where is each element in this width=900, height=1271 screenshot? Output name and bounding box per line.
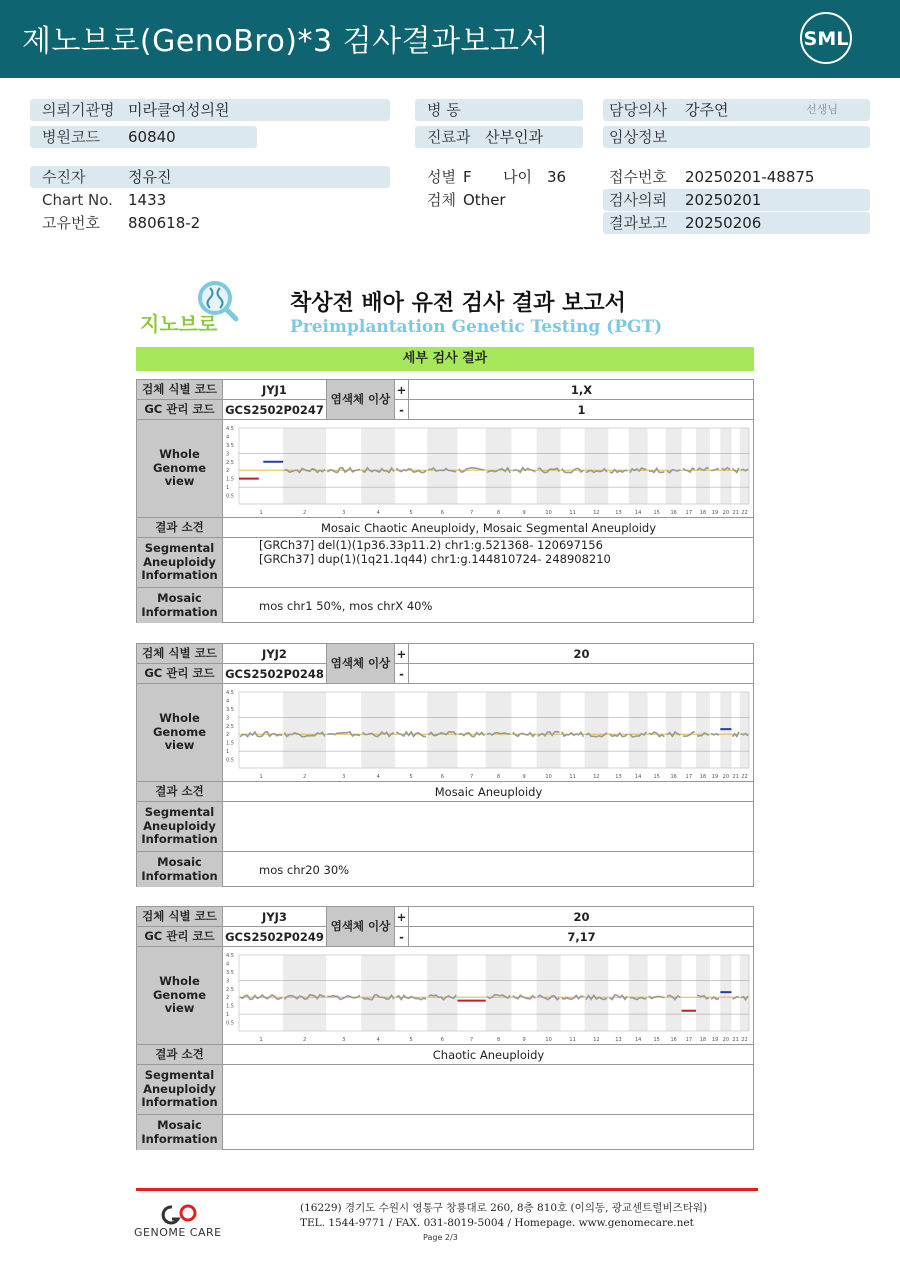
chromosome-band [666,428,682,504]
y-tick-label: 1 [226,1012,230,1019]
y-tick-label: 4 [226,961,230,968]
x-tick-label: 16 [670,1037,677,1043]
svg-text:지노브로: 지노브로 [140,312,218,336]
y-tick-label: 2.5 [226,459,234,466]
y-tick-label: 2.5 [226,986,234,993]
x-tick-label: 8 [497,774,501,780]
x-tick-label: 1 [259,510,263,516]
x-tick-label: 2 [303,510,307,516]
x-tick-label: 21 [732,1037,739,1043]
chromosome-band [740,692,749,768]
x-tick-label: 21 [732,510,739,516]
result-value: Chaotic Aneuploidy [223,1045,754,1065]
chromosome-band [427,955,457,1031]
x-tick-label: 2 [303,1037,307,1043]
x-tick-label: 13 [615,510,622,516]
chromosome-band [696,428,710,504]
sample-block [136,906,754,1150]
chromosome-band [283,692,326,768]
x-tick-label: 13 [615,774,622,780]
x-tick-label: 17 [685,774,693,780]
report-title-ko: 착상전 배아 유전 검사 결과 보고서 [290,291,626,316]
x-tick-label: 13 [615,1037,622,1043]
result-value: Mosaic Aneuploidy [223,782,754,802]
x-tick-label: 16 [670,510,677,516]
plus-sign: + [395,907,409,927]
gc-code-value: GCS2502P0247 [223,400,327,420]
sample-id-label: 검체 식별 코드 [137,907,223,927]
x-tick-label: 20 [722,1037,730,1043]
plus-value: 1,X [409,380,754,400]
x-tick-label: 5 [409,1037,413,1043]
segmental-line: [GRCh37] del(1)(1p36.33p11.2) chr1:g.521368- 120697156 [259,538,603,552]
x-tick-label: 3 [342,1037,346,1043]
x-tick-label: 10 [545,510,552,516]
mosaic-value: mos chr20 30% [259,862,350,877]
whole-genome-label: Whole Genome view [137,947,223,1045]
result-label: 결과 소견 [137,782,223,802]
mosaic-value: mos chr1 50%, mos chrX 40% [259,598,433,613]
field-request-date: 검사의뢰 20250201 [603,189,870,211]
segmental-label: Segmental Aneuploidy Information [137,538,223,588]
x-tick-label: 7 [469,1037,474,1043]
y-tick-label: 1.5 [226,740,234,747]
whole-genome-label: Whole Genome view [137,684,223,782]
chromosome-abnormality-label: 염색체 이상 [327,907,395,947]
y-tick-label: 3 [226,978,230,985]
x-tick-label: 11 [569,774,576,780]
x-tick-label: 17 [685,1037,693,1043]
x-tick-label: 15 [653,1037,660,1043]
chromosome-band [537,692,561,768]
x-tick-label: 12 [593,510,600,516]
segmental-label: Segmental Aneuploidy Information [137,1065,223,1115]
chromosome-band [361,428,395,504]
y-tick-label: 2 [226,468,230,475]
chromosome-band [283,428,326,504]
field-department: 진료과 산부인과 [415,126,583,148]
whole-genome-chart [223,420,754,518]
report-header [0,0,900,78]
y-tick-label: 3 [226,715,230,722]
gc-code-value: GCS2502P0248 [223,664,327,684]
plus-value: 20 [409,907,754,927]
x-tick-label: 4 [376,774,380,780]
plus-value: 20 [409,644,754,664]
sml-logo: SML [800,12,852,64]
sample-id-value: JYJ2 [223,644,327,664]
x-tick-label: 11 [569,1037,576,1043]
field-sex-age: 성별 F 나이 36 [427,168,567,186]
minus-sign: - [395,927,409,947]
x-tick-label: 19 [711,774,719,780]
gc-code-label: GC 관리 코드 [137,400,223,420]
report-title: 제노브로(GenoBro)*3 검사결과보고서 [22,24,549,59]
x-tick-label: 15 [653,774,660,780]
plus-sign: + [395,644,409,664]
sample-id-label: 검체 식별 코드 [137,644,223,664]
field-clinical-info: 임상정보 [603,126,870,148]
chromosome-band [427,692,457,768]
x-tick-label: 20 [722,774,730,780]
chromosome-band [629,955,648,1031]
y-tick-label: 3.5 [226,969,234,976]
chromosome-abnormality-label: 염색체 이상 [327,644,395,684]
chromosome-band [537,428,561,504]
genobro-logo [140,278,250,338]
x-tick-label: 18 [699,1037,707,1043]
field-hospital-code: 병원코드 60840 [30,126,257,148]
chromosome-band [361,692,395,768]
y-tick-label: 2.5 [226,723,234,730]
minus-value [409,664,754,684]
minus-sign: - [395,400,409,420]
x-tick-label: 19 [711,1037,719,1043]
y-tick-label: 3 [226,451,230,458]
y-tick-label: 4.5 [226,953,234,959]
genome-care-label: GENOME CARE [134,1226,222,1239]
gc-code-value: GCS2502P0249 [223,927,327,947]
segmental-value [223,1065,754,1115]
genome-plot-svg [223,684,754,782]
chromosome-band [666,692,682,768]
chromosome-band [666,955,682,1031]
x-tick-label: 17 [685,510,693,516]
chromosome-band [696,692,710,768]
segmental-value [223,538,754,588]
x-tick-label: 9 [522,774,526,780]
whole-genome-label: Whole Genome view [137,420,223,518]
chromosome-band [585,692,609,768]
x-tick-label: 11 [569,510,576,516]
footer-address: (16229) 경기도 수원시 영통구 창룡대로 260, 8층 810호 (이의동, 광교센트럴비즈타워) TEL. 1544-9771 / FAX. 031-8019-5004 / Homepage. www.genomecare.net [300,1202,708,1229]
field-report-date: 결과보고 20250206 [603,212,870,234]
x-tick-label: 19 [711,510,719,516]
chromosome-band [585,428,609,504]
plus-sign: + [395,380,409,400]
result-value: Mosaic Chaotic Aneuploidy, Mosaic Segmental Aneuploidy [223,518,754,538]
segmental-value [223,802,754,852]
x-tick-label: 21 [732,774,739,780]
x-tick-label: 14 [634,774,642,780]
field-ward: 병 동 [415,99,583,121]
y-tick-label: 0.5 [226,1020,234,1027]
segmental-label: Segmental Aneuploidy Information [137,802,223,852]
y-tick-label: 3.5 [226,442,234,449]
sample-block [136,379,754,623]
y-tick-label: 4 [226,698,230,705]
chromosome-band [361,955,395,1031]
x-tick-label: 22 [741,1037,748,1043]
gc-code-label: GC 관리 코드 [137,927,223,947]
field-receipt-no: 접수번호 20250201-48875 [609,168,815,186]
field-chart-no: Chart No. 1433 [42,191,167,209]
y-tick-label: 1 [226,485,230,492]
y-tick-label: 4 [226,434,230,441]
y-tick-label: 0.5 [226,493,234,500]
result-label: 결과 소견 [137,1045,223,1065]
result-label: 결과 소견 [137,518,223,538]
y-tick-label: 4.5 [226,690,234,696]
x-tick-label: 5 [409,510,413,516]
x-tick-label: 3 [342,510,346,516]
segmental-line: [GRCh37] dup(1)(1q21.1q44) chr1:g.144810724- 248908210 [259,552,611,566]
chromosome-band [486,955,512,1031]
sample-id-value: JYJ1 [223,380,327,400]
sample-block [136,643,754,887]
minus-value: 7,17 [409,927,754,947]
x-tick-label: 6 [440,774,444,780]
gc-code-label: GC 관리 코드 [137,664,223,684]
whole-genome-chart [223,947,754,1045]
mosaic-label: Mosaic Information [137,852,223,887]
whole-genome-chart [223,684,754,782]
x-tick-label: 1 [259,774,263,780]
x-tick-label: 3 [342,774,346,780]
minus-sign: - [395,664,409,684]
field-requesting-institution: 의뢰기관명 미라클여성의원 [30,99,390,121]
genome-plot-svg [223,947,754,1045]
x-tick-label: 2 [303,774,307,780]
chromosome-band [427,428,457,504]
x-tick-label: 8 [497,510,501,516]
x-tick-label: 9 [522,510,526,516]
minus-value: 1 [409,400,754,420]
x-tick-label: 6 [440,510,444,516]
x-tick-label: 10 [545,1037,552,1043]
x-tick-label: 4 [376,510,380,516]
x-tick-label: 1 [259,1037,263,1043]
x-tick-label: 22 [741,774,748,780]
chromosome-band [696,955,710,1031]
x-tick-label: 16 [670,774,677,780]
chromosome-band [537,955,561,1031]
sample-id-label: 검체 식별 코드 [137,380,223,400]
chromosome-band [720,428,731,504]
x-tick-label: 18 [699,774,707,780]
x-tick-label: 20 [722,510,730,516]
genome-plot-svg [223,420,754,518]
x-tick-label: 6 [440,1037,444,1043]
x-tick-label: 12 [593,774,600,780]
chromosome-band [486,692,512,768]
x-tick-label: 9 [522,1037,526,1043]
chromosome-band [585,955,609,1031]
x-tick-label: 18 [699,510,707,516]
y-tick-label: 1 [226,749,230,756]
chromosome-band [629,428,648,504]
y-tick-label: 2 [226,995,230,1002]
x-tick-label: 22 [741,510,748,516]
mosaic-value [223,1115,754,1150]
y-tick-label: 2 [226,732,230,739]
x-tick-label: 10 [545,774,552,780]
chromosome-band [740,428,749,504]
x-tick-label: 15 [653,510,660,516]
footer-divider [136,1188,758,1191]
x-tick-label: 12 [593,1037,600,1043]
y-tick-label: 3.5 [226,706,234,713]
sample-id-value: JYJ3 [223,907,327,927]
x-tick-label: 14 [634,510,642,516]
x-tick-label: 4 [376,1037,380,1043]
field-unique-no: 고유번호 880618-2 [42,214,201,232]
report-title-en: Preimplantation Genetic Testing (PGT) [290,317,663,337]
x-tick-label: 7 [469,510,474,516]
chromosome-band [486,428,512,504]
y-tick-label: 4.5 [226,426,234,432]
chromosome-band [283,955,326,1031]
chromosome-band [740,955,749,1031]
page-number: Page 2/3 [423,1233,458,1242]
y-tick-label: 1.5 [226,476,234,483]
chromosome-abnormality-label: 염색체 이상 [327,380,395,420]
y-tick-label: 1.5 [226,1003,234,1010]
x-tick-label: 7 [469,774,474,780]
field-specimen: 검체 Other [427,191,506,209]
x-tick-label: 5 [409,774,413,780]
section-title: 세부 검사 결과 [136,347,754,371]
mosaic-label: Mosaic Information [137,1115,223,1150]
x-tick-label: 8 [497,1037,501,1043]
field-doctor: 담당의사 강주연 선생님 [603,99,870,121]
x-tick-label: 14 [634,1037,642,1043]
mosaic-label: Mosaic Information [137,588,223,623]
y-tick-label: 0.5 [226,757,234,764]
chromosome-band [629,692,648,768]
field-patient: 수진자 정유진 [30,166,390,188]
